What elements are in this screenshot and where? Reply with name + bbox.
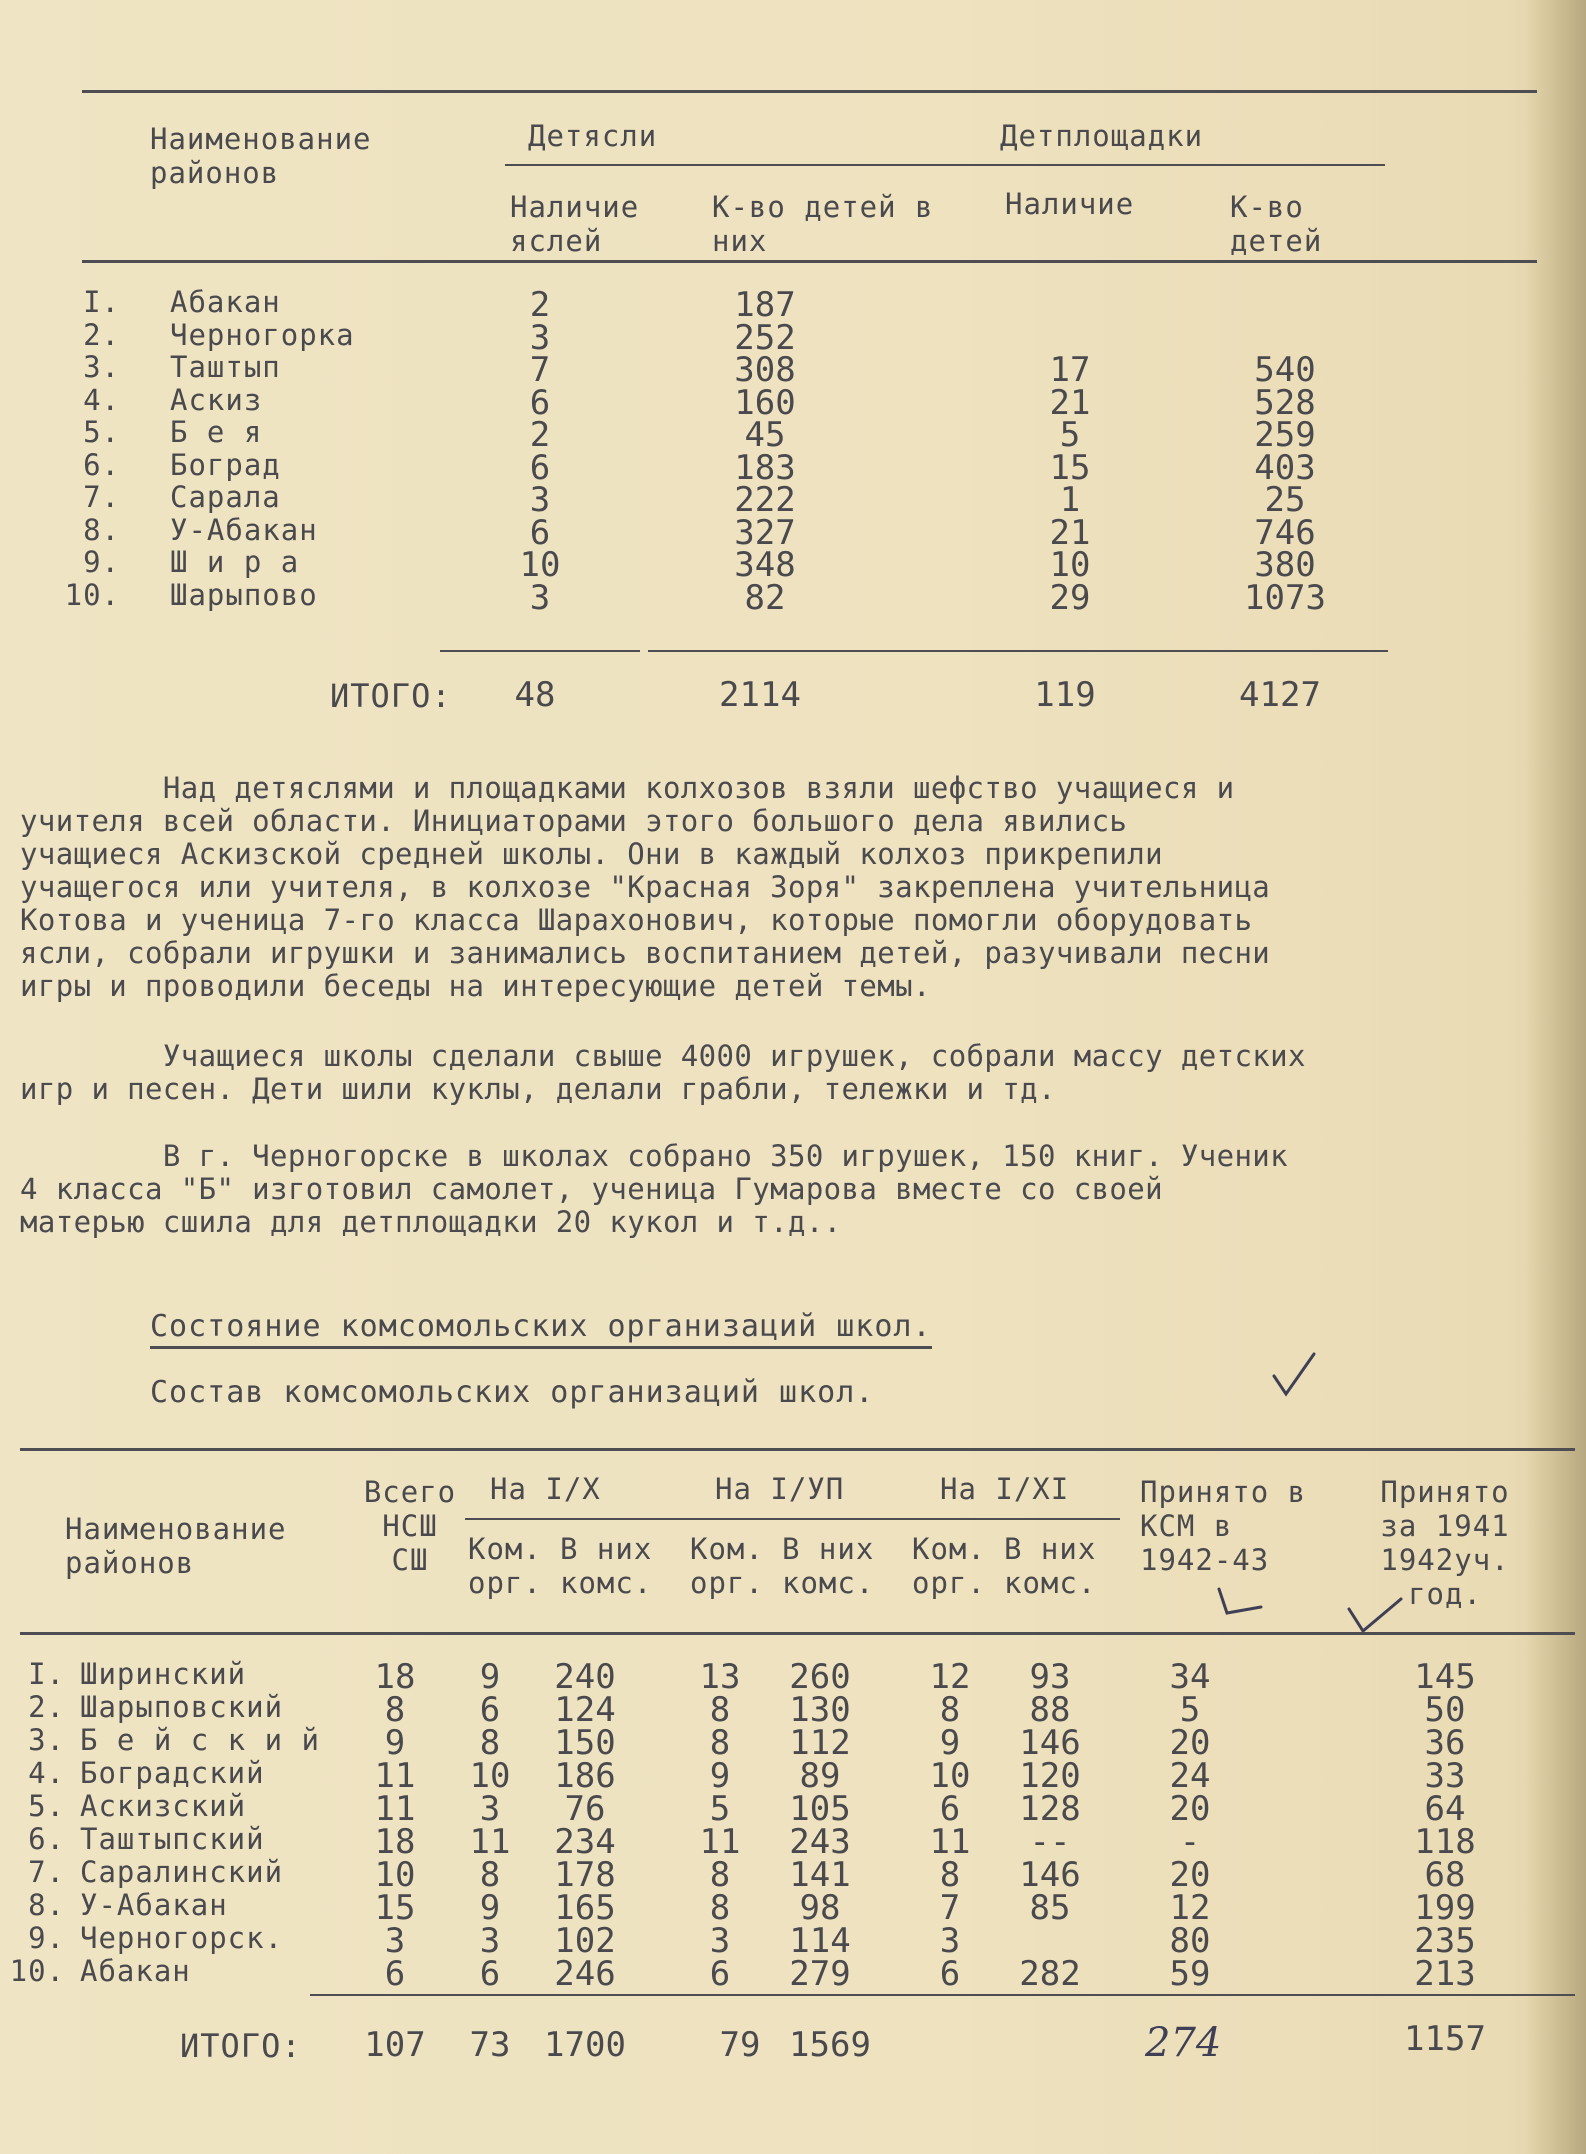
pl-count: 17 [1049, 350, 1091, 390]
table2-total-a1: 73 [469, 2025, 511, 2065]
pl-children: 259 [1254, 415, 1316, 455]
row-number: 5. [28, 1789, 65, 1823]
yasli-count: 2 [529, 285, 551, 325]
kom-org-2: 8 [709, 1690, 731, 1730]
table2-header-kom-3: Ком. орг. [912, 1532, 986, 1600]
table1-total-yasli-children: 2114 [719, 675, 801, 715]
pl-count: 10 [1049, 545, 1091, 585]
district-name: Аскизский [80, 1789, 247, 1823]
yasli-count: 10 [519, 545, 561, 585]
table2-header-total: Всего НСШ СШ [363, 1475, 457, 1577]
kom-org-1: 8 [479, 1855, 501, 1895]
district-name: Сарала [170, 480, 281, 514]
table1-total-rule-a [440, 650, 640, 652]
table-row [0, 577, 1586, 618]
table-row [0, 382, 1586, 423]
table-row [0, 285, 1586, 325]
accepted-1941-42: 64 [1424, 1789, 1466, 1829]
kom-org-2: 11 [699, 1822, 741, 1862]
komc-3: 146 [1019, 1855, 1081, 1895]
row-number: 3. [83, 350, 120, 384]
kom-org-2: 13 [699, 1657, 741, 1697]
pl-count: 15 [1049, 447, 1091, 488]
komc-3: 146 [1019, 1723, 1081, 1763]
paragraph-line: учащегося или учителя, в колхозе "Красная Зоря" закреплена учительница [20, 870, 1271, 904]
pl-children: 1073 [1244, 577, 1326, 618]
row-number: 8. [28, 1888, 65, 1922]
komc-2: 243 [789, 1822, 851, 1862]
schools-total: 10 [374, 1855, 416, 1895]
district-name: Б е я [170, 415, 263, 449]
paragraph-line: игры и проводили беседы на интересующие детей темы. [20, 969, 931, 1003]
kom-org-1: 8 [479, 1723, 501, 1763]
table2-header-kom-1: Ком. орг. [468, 1532, 542, 1600]
kom-org-1: 3 [479, 1789, 501, 1829]
district-name: Б е й с к и й [80, 1723, 320, 1757]
table1-total-label: ИТОГО: [330, 677, 452, 715]
district-name: Ширинский [80, 1657, 247, 1691]
accepted-1941-42: 118 [1414, 1822, 1476, 1862]
komc-1: 240 [554, 1657, 616, 1697]
accepted-1942-43: 12 [1169, 1888, 1211, 1928]
table-row [0, 1921, 1586, 1961]
komc-1: 178 [554, 1855, 616, 1895]
yasli-count: 7 [529, 350, 551, 390]
komc-1: 186 [554, 1756, 616, 1796]
row-number: 10. [9, 1954, 65, 1988]
kom-org-3: 3 [939, 1921, 961, 1961]
komc-2: 279 [789, 1954, 851, 1994]
district-name: Черногорск. [80, 1921, 284, 1955]
pl-children: 380 [1254, 545, 1316, 585]
table2-total-d-handwritten: 274 [1145, 2020, 1222, 2066]
table1-header-rule [82, 260, 1537, 263]
table-row [0, 1888, 1586, 1928]
paragraph-line: Учащиеся школы сделали свыше 4000 игрушек, собрали массу детских [20, 1039, 1306, 1073]
accepted-1942-43: 20 [1169, 1789, 1211, 1829]
paragraph-line: учащиеся Аскизской средней школы. Они в каждый колхоз прикрепили [20, 837, 1164, 871]
table-row [0, 1822, 1586, 1862]
komc-3: 128 [1019, 1789, 1081, 1829]
komc-3: -- [1029, 1822, 1071, 1862]
row-number: 3. [28, 1723, 65, 1757]
district-name: У-Абакан [170, 512, 318, 547]
yasli-count: 3 [529, 317, 551, 358]
accepted-1941-42: 213 [1414, 1954, 1476, 1994]
table-row [0, 480, 1586, 520]
schools-total: 15 [374, 1888, 416, 1928]
district-name: Шарыповский [80, 1690, 284, 1724]
table1-header-yasli: Детясли [528, 119, 658, 153]
kom-org-3: 8 [939, 1690, 961, 1730]
komc-2: 105 [789, 1789, 851, 1829]
table2-total-b2: 1569 [789, 2025, 871, 2065]
table2-total-rule [310, 1994, 1575, 1996]
table-row [0, 1756, 1586, 1796]
komc-3: 93 [1029, 1657, 1071, 1697]
yasli-children: 222 [734, 480, 796, 520]
accepted-1942-43: 24 [1169, 1756, 1211, 1796]
table1-group-rule [505, 164, 1385, 166]
row-number: 4. [83, 382, 120, 417]
table2-header-accepted-2: Принято за 1941 1942уч. год. [1380, 1475, 1510, 1611]
table1-header-yasli-count: Наличие яслей [510, 190, 640, 258]
kom-org-3: 9 [939, 1723, 961, 1763]
kom-org-2: 3 [709, 1921, 731, 1961]
table2-total-a2: 1700 [544, 2025, 626, 2065]
paragraph-line: Над детяслями и площадками колхозов взяли шефство учащиеся и [20, 771, 1235, 805]
komc-3: 85 [1029, 1888, 1071, 1928]
yasli-count: 6 [529, 512, 551, 553]
accepted-1941-42: 145 [1414, 1657, 1476, 1697]
table-row [0, 415, 1586, 455]
row-number: 5. [83, 415, 120, 449]
district-name: Саралинский [80, 1855, 284, 1889]
komc-2: 130 [789, 1690, 851, 1730]
table2-header-rule [20, 1632, 1575, 1635]
row-number: I. [28, 1657, 65, 1691]
district-name: Таштыпский [80, 1822, 265, 1856]
yasli-children: 308 [734, 350, 796, 390]
komc-3: 120 [1019, 1756, 1081, 1796]
table2-header-g1: На I/Х [490, 1472, 601, 1506]
pl-count: 21 [1049, 512, 1091, 553]
accepted-1941-42: 235 [1414, 1921, 1476, 1961]
row-number: 2. [28, 1690, 65, 1724]
table2-header-accepted-1: Принято в КСМ в 1942-43 [1140, 1475, 1307, 1577]
table2-header-komc-2: В них комс. [782, 1532, 875, 1600]
district-name: У-Абакан [80, 1888, 228, 1922]
accepted-1941-42: 199 [1414, 1888, 1476, 1928]
kom-org-3: 7 [939, 1888, 961, 1928]
kom-org-2: 8 [709, 1723, 731, 1763]
table2-top-rule [20, 1448, 1575, 1451]
accepted-1942-43: 80 [1169, 1921, 1211, 1961]
pl-children: 528 [1254, 382, 1316, 423]
kom-org-3: 10 [929, 1756, 971, 1796]
row-number: 7. [83, 480, 120, 514]
schools-total: 3 [384, 1921, 406, 1961]
table-row [0, 1690, 1586, 1730]
yasli-children: 45 [744, 415, 786, 455]
row-number: 7. [28, 1855, 65, 1889]
table-row [0, 317, 1586, 358]
table-row [0, 1789, 1586, 1829]
table2-header-komc-3: В них комс. [1004, 1532, 1097, 1600]
komc-1: 150 [554, 1723, 616, 1763]
kom-org-3: 12 [929, 1657, 971, 1697]
district-name: Абакан [170, 285, 281, 319]
row-number: I. [83, 285, 120, 319]
row-number: 9. [83, 545, 120, 579]
yasli-children: 82 [744, 577, 786, 618]
kom-org-3: 6 [939, 1789, 961, 1829]
kom-org-1: 6 [479, 1954, 501, 1994]
kom-org-1: 9 [479, 1888, 501, 1928]
paragraph [20, 1040, 1306, 1106]
kom-org-1: 10 [469, 1756, 511, 1796]
accepted-1942-43: 34 [1169, 1657, 1211, 1697]
pl-count: 1 [1059, 480, 1081, 520]
table2-total-b1: 79 [719, 2025, 761, 2065]
paragraph-line: учителя всей области. Инициаторами этого большого дела явились [20, 804, 1128, 838]
table2-total-e: 1157 [1404, 2019, 1486, 2059]
district-name: Боград [170, 447, 281, 482]
komc-2: 141 [789, 1855, 851, 1895]
kom-org-3: 6 [939, 1954, 961, 1994]
accepted-1942-43: - [1179, 1822, 1201, 1862]
yasli-count: 6 [529, 447, 551, 488]
schools-total: 11 [374, 1789, 416, 1829]
kom-org-1: 6 [479, 1690, 501, 1730]
table2-header-g2: На I/УП [715, 1472, 845, 1506]
table2-header-komc-1: В них комс. [560, 1532, 653, 1600]
accepted-1941-42: 68 [1424, 1855, 1466, 1895]
district-name: Ш и р а [170, 545, 300, 579]
section-subtitle: Состав комсомольских организаций школ. [150, 1375, 875, 1410]
table-row [0, 545, 1586, 585]
kom-org-2: 5 [709, 1789, 731, 1829]
paragraph-line: ясли, собрали игрушки и занимались воспитанием детей, разучивали песни [20, 936, 1271, 970]
table-row [0, 512, 1586, 553]
kom-org-3: 11 [929, 1822, 971, 1862]
paragraph-line: В г. Черногорске в школах собрано 350 игрушек, 150 книг. Ученик [20, 1139, 1289, 1173]
paragraph-line: игр и песен. Дети шили куклы, делали грабли, тележки и тд. [20, 1072, 1056, 1106]
schools-total: 6 [384, 1954, 406, 1994]
table1-top-rule [82, 90, 1537, 93]
table1-total-pl-count: 119 [1034, 675, 1096, 715]
table-row [0, 350, 1586, 390]
schools-total: 18 [374, 1657, 416, 1697]
row-number: 9. [28, 1921, 65, 1955]
table-row [0, 1723, 1586, 1763]
komc-3: 88 [1029, 1690, 1071, 1730]
pl-children: 540 [1254, 350, 1316, 390]
row-number: 6. [83, 447, 120, 482]
paragraph [20, 772, 1270, 1003]
table2-total-total: 107 [364, 2025, 426, 2065]
accepted-1941-42: 33 [1424, 1756, 1466, 1796]
yasli-children: 187 [734, 285, 796, 325]
row-number: 8. [83, 512, 120, 547]
accepted-1942-43: 20 [1169, 1723, 1211, 1763]
table-row [0, 1855, 1586, 1895]
table-row [0, 447, 1586, 488]
kom-org-2: 8 [709, 1855, 731, 1895]
kom-org-2: 6 [709, 1954, 731, 1994]
komc-2: 260 [789, 1657, 851, 1697]
komc-2: 89 [799, 1756, 841, 1796]
section-title: Состояние комсомольских организаций школ. [150, 1312, 932, 1349]
table2-header-kom-2: Ком. орг. [690, 1532, 764, 1600]
pl-count: 21 [1049, 382, 1091, 423]
kom-org-1: 3 [479, 1921, 501, 1961]
table1-header-pl-children: К-во детей [1230, 190, 1323, 258]
district-name: Шарыпово [170, 577, 318, 612]
table1-header-ploshchadki: Детплощадки [1000, 119, 1204, 153]
checkmark-icon [1270, 1350, 1320, 1400]
yasli-count: 2 [529, 415, 551, 455]
yasli-children: 348 [734, 545, 796, 585]
table2-header-g3: На I/XI [940, 1472, 1070, 1506]
table2-group-rule [465, 1518, 1120, 1520]
table1-header-yasli-children: К-во детей в них [712, 190, 934, 258]
tick-mark-icon [1345, 1595, 1405, 1635]
row-number: 2. [83, 317, 120, 352]
kom-org-1: 9 [479, 1657, 501, 1697]
paragraph-line: матерью сшила для детплощадки 20 кукол и т.д.. [20, 1205, 842, 1239]
table2-header-name: Наименование районов [65, 1512, 287, 1580]
row-number: 10. [64, 577, 120, 612]
komc-2: 98 [799, 1888, 841, 1928]
table1-total-yasli-count: 48 [514, 675, 556, 715]
pl-children: 25 [1264, 480, 1306, 520]
tick-mark-icon [1215, 1585, 1265, 1619]
kom-org-1: 11 [469, 1822, 511, 1862]
komc-1: 246 [554, 1954, 616, 1994]
kom-org-2: 8 [709, 1888, 731, 1928]
accepted-1942-43: 5 [1179, 1690, 1201, 1730]
kom-org-2: 9 [709, 1756, 731, 1796]
komc-1: 102 [554, 1921, 616, 1961]
yasli-count: 6 [529, 382, 551, 423]
yasli-count: 3 [529, 480, 551, 520]
accepted-1941-42: 36 [1424, 1723, 1466, 1763]
row-number: 6. [28, 1822, 65, 1856]
komc-3: 282 [1019, 1954, 1081, 1994]
table1-total-pl-children: 4127 [1239, 675, 1321, 715]
pl-count: 5 [1059, 415, 1081, 455]
district-name: Боградский [80, 1756, 265, 1790]
table-row [0, 1954, 1586, 1994]
komc-1: 165 [554, 1888, 616, 1928]
schools-total: 11 [374, 1756, 416, 1796]
paragraph-line: 4 класса "Б" изготовил самолет, ученица Гумарова вместе со своей [20, 1172, 1164, 1206]
komc-2: 114 [789, 1921, 851, 1961]
komc-1: 234 [554, 1822, 616, 1862]
schools-total: 18 [374, 1822, 416, 1862]
komc-2: 112 [789, 1723, 851, 1763]
pl-children: 403 [1254, 447, 1316, 488]
accepted-1941-42: 50 [1424, 1690, 1466, 1730]
pl-children: 746 [1254, 512, 1316, 553]
accepted-1942-43: 20 [1169, 1855, 1211, 1895]
yasli-children: 183 [734, 447, 796, 488]
paragraph [20, 1140, 1288, 1239]
district-name: Черногорка [170, 317, 355, 352]
table2-total-label: ИТОГО: [180, 2027, 302, 2065]
schools-total: 9 [384, 1723, 406, 1763]
district-name: Аскиз [170, 382, 263, 417]
kom-org-3: 8 [939, 1855, 961, 1895]
yasli-children: 327 [734, 512, 796, 553]
schools-total: 8 [384, 1690, 406, 1730]
table1-header-name: Наименование районов [150, 122, 372, 190]
accepted-1942-43: 59 [1169, 1954, 1211, 1994]
pl-count: 29 [1049, 577, 1091, 618]
yasli-children: 252 [734, 317, 796, 358]
komc-1: 124 [554, 1690, 616, 1730]
yasli-children: 160 [734, 382, 796, 423]
row-number: 4. [28, 1756, 65, 1790]
district-name: Абакан [80, 1954, 191, 1988]
table1-total-rule-b [648, 650, 1388, 652]
district-name: Таштып [170, 350, 281, 384]
komc-1: 76 [564, 1789, 606, 1829]
paragraph-line: Котова и ученица 7-го класса Шарахонович, которые помогли оборудовать [20, 903, 1253, 937]
table-row [0, 1657, 1586, 1697]
yasli-count: 3 [529, 577, 551, 618]
table1-header-pl-count: Наличие [1005, 187, 1135, 221]
